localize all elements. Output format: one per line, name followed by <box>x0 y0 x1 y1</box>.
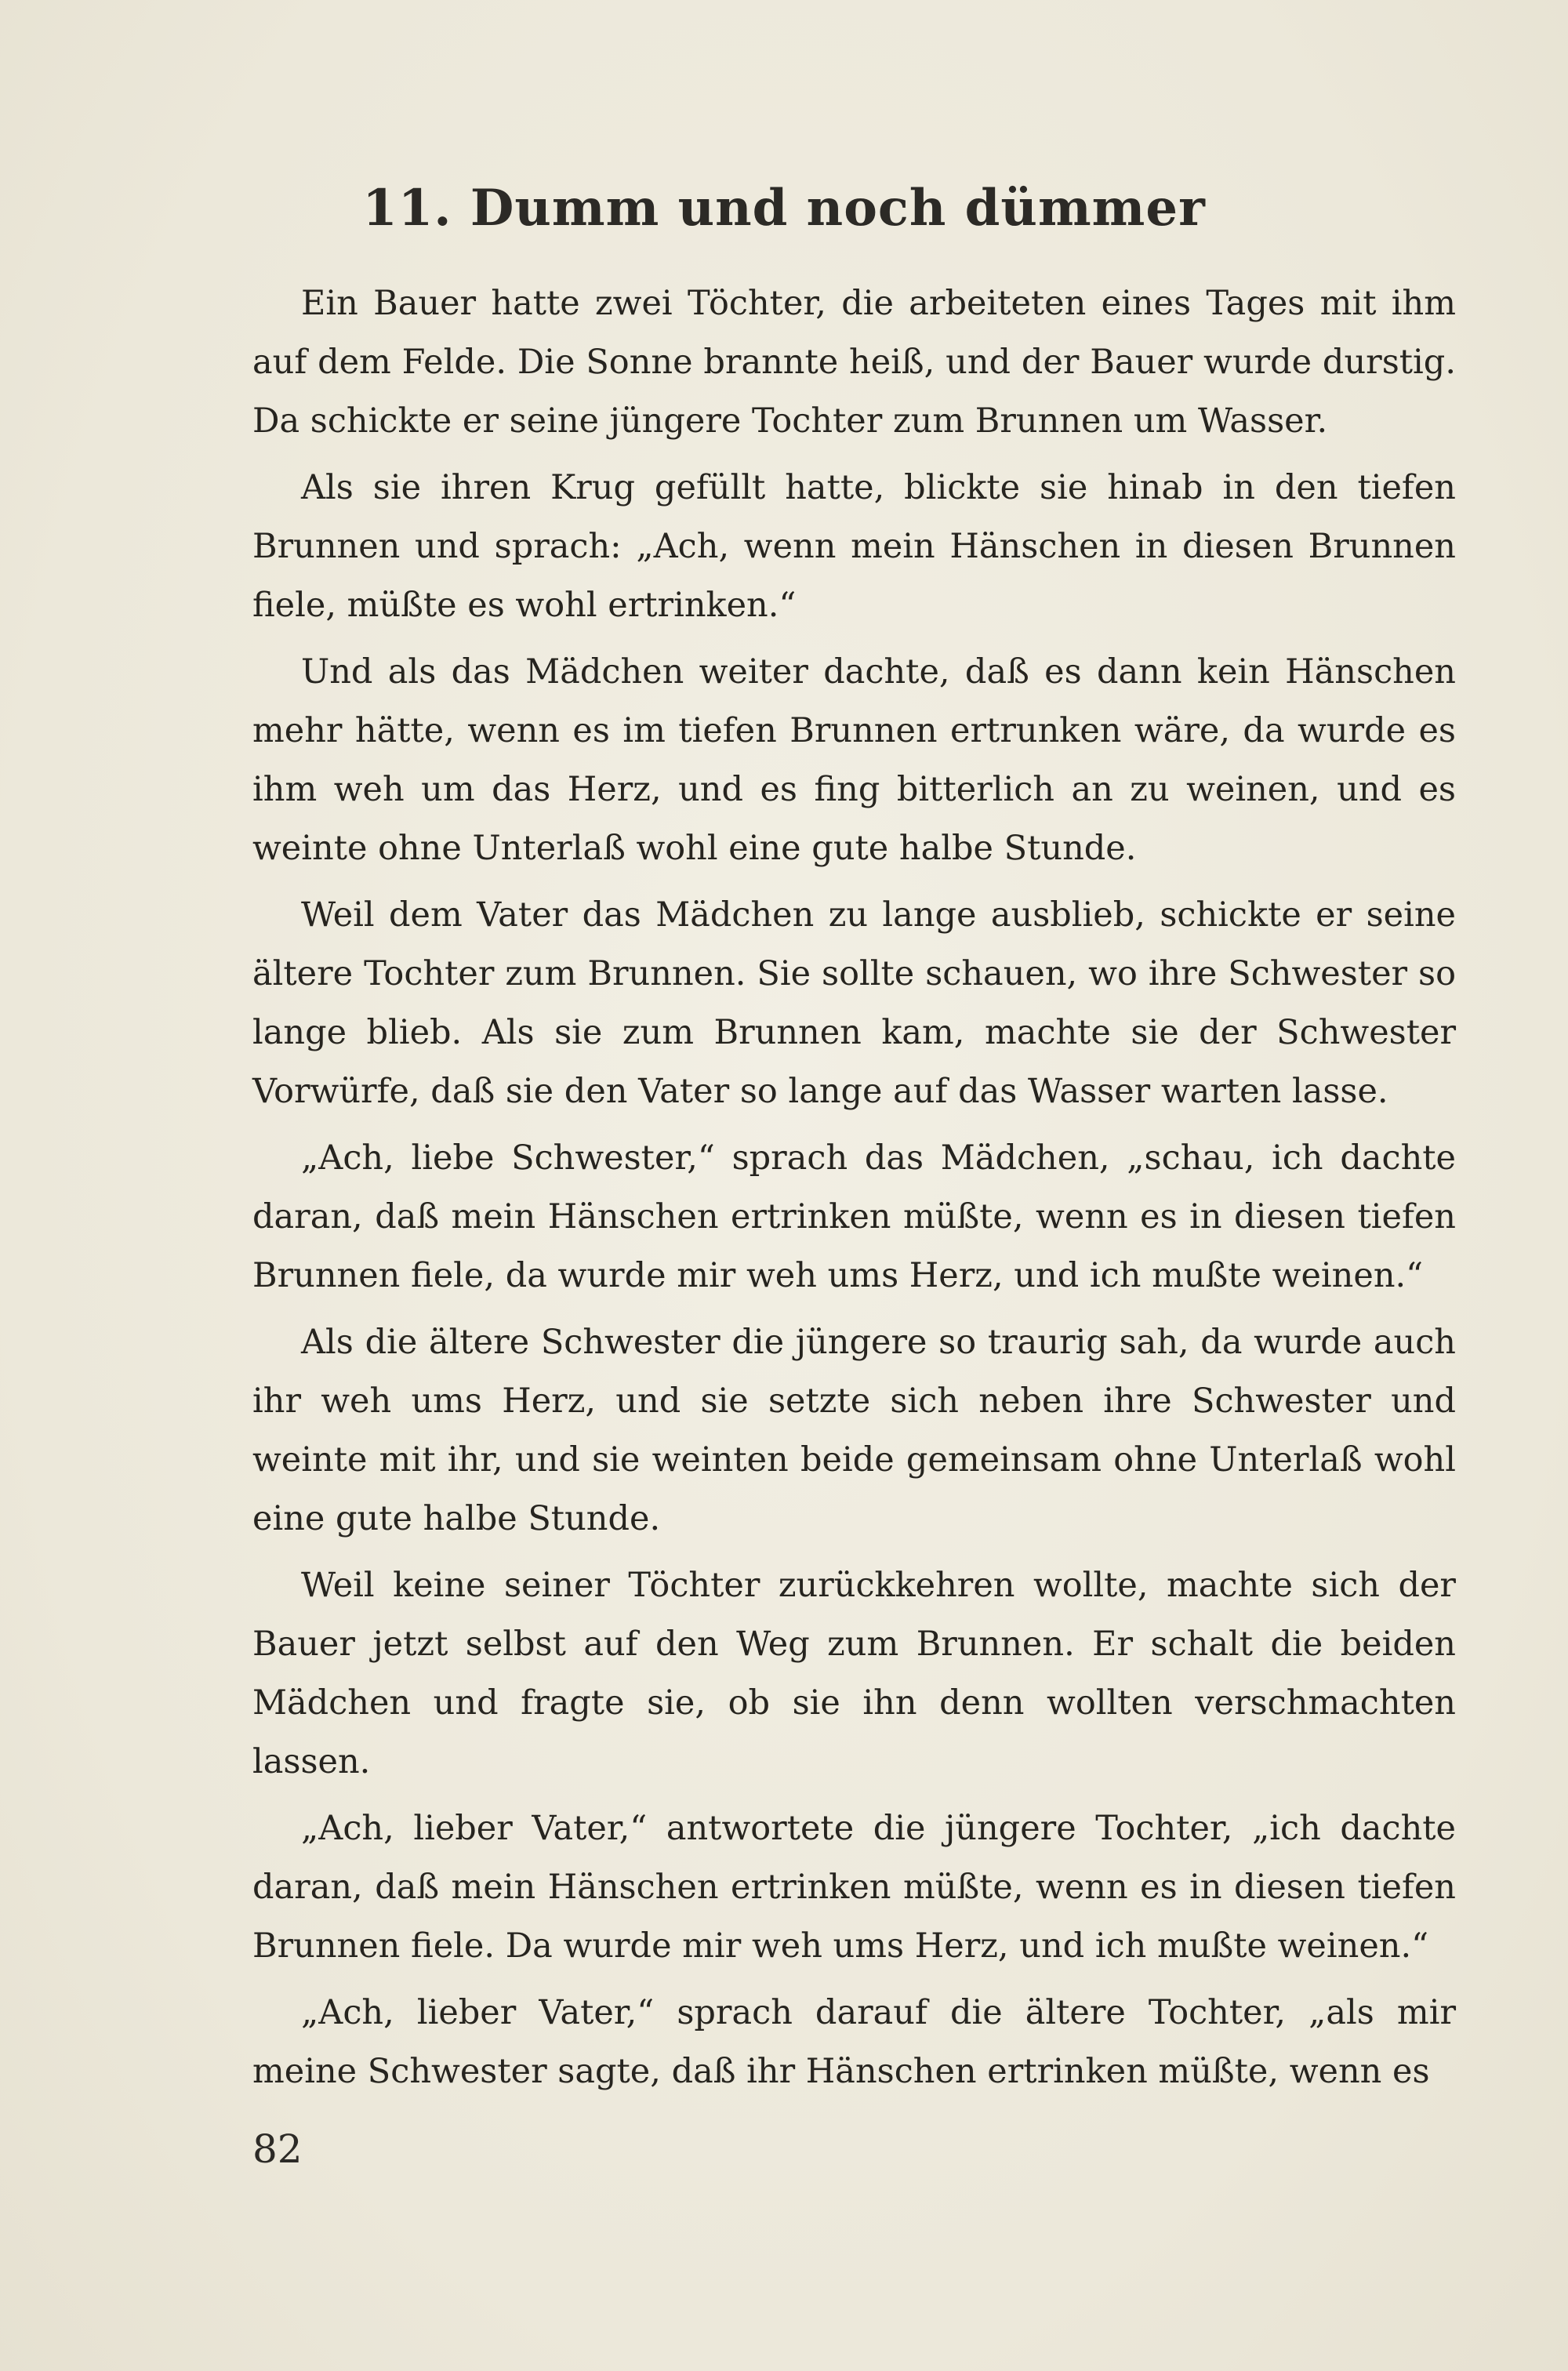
chapter-title: 11. Dumm und noch dümmer <box>362 179 1206 238</box>
paragraph-9: „Ach, lieber Vater,“ sprach darauf die ältere Tochter, „als mir meine Schwester sagte, daß ihr Hänschen ertrinken müßte, wenn es <box>252 1993 1456 2091</box>
paragraph-4: Weil dem Vater das Mädchen zu lange ausblieb, schickte er seine ältere Tochter zum Brunnen. Sie sollte schauen, wo ihre Schwester so lange blieb. Als sie zum Brunnen kam, machte sie der Schwester Vorwürfe, daß sie den Vater so lange auf das Wasser warten lasse. <box>252 895 1456 1111</box>
paragraph-1: Ein Bauer hatte zwei Töchter, die arbeiteten eines Tages mit ihm auf dem Felde. Die Sonne brannte heiß, und der Bauer wurde durstig. Da schickte er seine jüngere Tochter zum Brunnen um Wasser. <box>252 284 1456 441</box>
story-text <box>252 274 1456 2109</box>
paragraph-7: Weil keine seiner Töchter zurückkehren wollte, machte sich der Bauer jetzt selbst auf den Weg zum Brunnen. Er schalt die beiden Mädchen und fragte sie, ob sie ihn denn wollten verschmachten lassen. <box>252 1566 1456 1781</box>
paragraph-6: Als die ältere Schwester die jüngere so traurig sah, da wurde auch ihr weh ums Herz, und sie setzte sich neben ihre Schwester und weinte mit ihr, und sie weinten beide gemeinsam ohne Unterlaß wohl eine gute halbe Stunde. <box>252 1323 1456 1538</box>
paragraph-2: Als sie ihren Krug gefüllt hatte, blickte sie hinab in den tiefen Brunnen und sprach: „Ach, wenn mein Hänschen in diesen Brunnen fiele, müßte es wohl ertrinken.“ <box>252 468 1456 625</box>
page-number: 82 <box>252 2126 303 2172</box>
paragraph-5: „Ach, liebe Schwester,“ sprach das Mädchen, „schau, ich dachte daran, daß mein Hänschen ertrinken müßte, wenn es in diesen tiefen Brunnen fiele, da wurde mir weh ums Herz, und ich mußte weinen.“ <box>252 1138 1456 1295</box>
paragraph-3: Und als das Mädchen weiter dachte, daß es dann kein Hänschen mehr hätte, wenn es im tiefen Brunnen ertrunken wäre, da wurde es ihm weh um das Herz, und es fing bitterlich an zu weinen, und es weinte ohne Unterlaß wohl eine gute halbe Stunde. <box>252 652 1456 868</box>
paragraph-8: „Ach, lieber Vater,“ antwortete die jüngere Tochter, „ich dachte daran, daß mein Hänschen ertrinken müßte, wenn es in diesen tiefen Brunnen fiele. Da wurde mir weh ums Herz, und ich mußte weinen.“ <box>252 1809 1456 1966</box>
